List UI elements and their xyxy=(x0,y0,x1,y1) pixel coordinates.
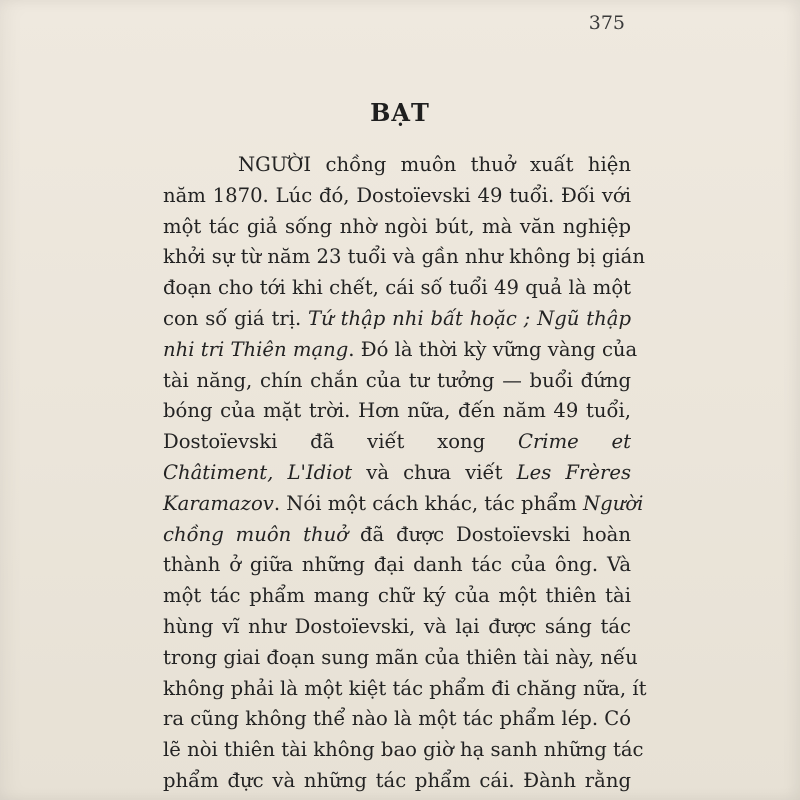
text-run: . Nói một cách khác, tác phẩm xyxy=(273,491,584,515)
body-paragraph xyxy=(163,150,647,797)
italic-text: Châtiment, L'Idiot xyxy=(163,460,353,484)
italic-text: Karamazov xyxy=(163,491,274,515)
text-run: một tác giả sống nhờ ngòi bút, mà văn nghiệp xyxy=(163,214,631,238)
italic-text: chồng muôn thuở xyxy=(163,522,349,546)
text-run: bóng của mặt trời. Hơn nữa, đến năm 49 tuổi, xyxy=(163,399,631,423)
text-line xyxy=(163,335,638,366)
text-line xyxy=(163,581,631,612)
text-run: thành ở giữa những đại danh tác của ông. Và xyxy=(163,553,631,577)
italic-text: Crime et xyxy=(517,430,631,454)
page-number: 375 xyxy=(588,12,625,34)
text-run: một tác phẩm mang chữ ký của một thiên tài xyxy=(163,584,631,608)
text-line xyxy=(163,212,631,243)
text-run: con số giá trị. xyxy=(163,306,309,330)
italic-text: nhi tri Thiên mạng xyxy=(163,337,349,361)
chapter-heading: BẠT xyxy=(370,98,430,127)
text-line xyxy=(163,704,631,735)
text-line xyxy=(163,643,638,674)
text-run: tài năng, chín chắn của tư tưởng — buổi đứng xyxy=(163,368,631,392)
text-line xyxy=(163,735,644,766)
text-line xyxy=(163,674,647,705)
text-line xyxy=(163,273,631,304)
text-run: ra cũng không thể nào là một tác phẩm lép. Có xyxy=(163,707,632,731)
text-run: . Đó là thời kỳ vững vàng của xyxy=(348,337,638,361)
text-line xyxy=(163,520,631,551)
text-line xyxy=(163,396,631,427)
text-run: đã được Dostoïevski hoàn xyxy=(348,522,631,546)
text-line xyxy=(163,150,631,181)
text-line xyxy=(163,181,631,212)
text-line xyxy=(163,766,631,797)
text-line xyxy=(163,304,631,335)
text-run: Dostoïevski đã viết xong xyxy=(163,430,518,454)
italic-text: Người xyxy=(583,491,644,515)
text-run: hùng vĩ như Dostoïevski, và lại được sáng tác xyxy=(163,614,631,638)
italic-text: Tứ thập nhi bất hoặc ; Ngũ thập xyxy=(308,306,631,330)
text-run: trong giai đoạn sung mãn của thiên tài này, nếu xyxy=(163,645,638,669)
text-run: NGƯỜI chồng muôn thuở xuất hiện xyxy=(238,153,631,176)
text-run: và chưa viết xyxy=(352,460,517,484)
text-run: đoạn cho tới khi chết, cái số tuổi 49 quả là một xyxy=(163,276,631,300)
text-line xyxy=(163,489,644,520)
text-line xyxy=(163,550,631,581)
text-line xyxy=(163,427,631,458)
text-line xyxy=(163,612,631,643)
italic-text: Les Frères xyxy=(516,460,631,484)
text-run: khởi sự từ năm 23 tuổi và gần như không bị gián xyxy=(163,245,645,269)
text-line xyxy=(163,242,645,273)
text-run: năm 1870. Lúc đó, Dostoïevski 49 tuổi. Đối với xyxy=(163,183,631,207)
text-run: không phải là một kiệt tác phẩm đi chăng nữa, ít xyxy=(163,676,647,700)
text-run: phẩm đực và những tác phẩm cái. Đành rằng xyxy=(163,768,631,792)
text-line xyxy=(163,366,631,397)
text-run: lẽ nòi thiên tài không bao giờ hạ sanh những tác xyxy=(163,738,644,762)
text-line xyxy=(163,458,631,489)
